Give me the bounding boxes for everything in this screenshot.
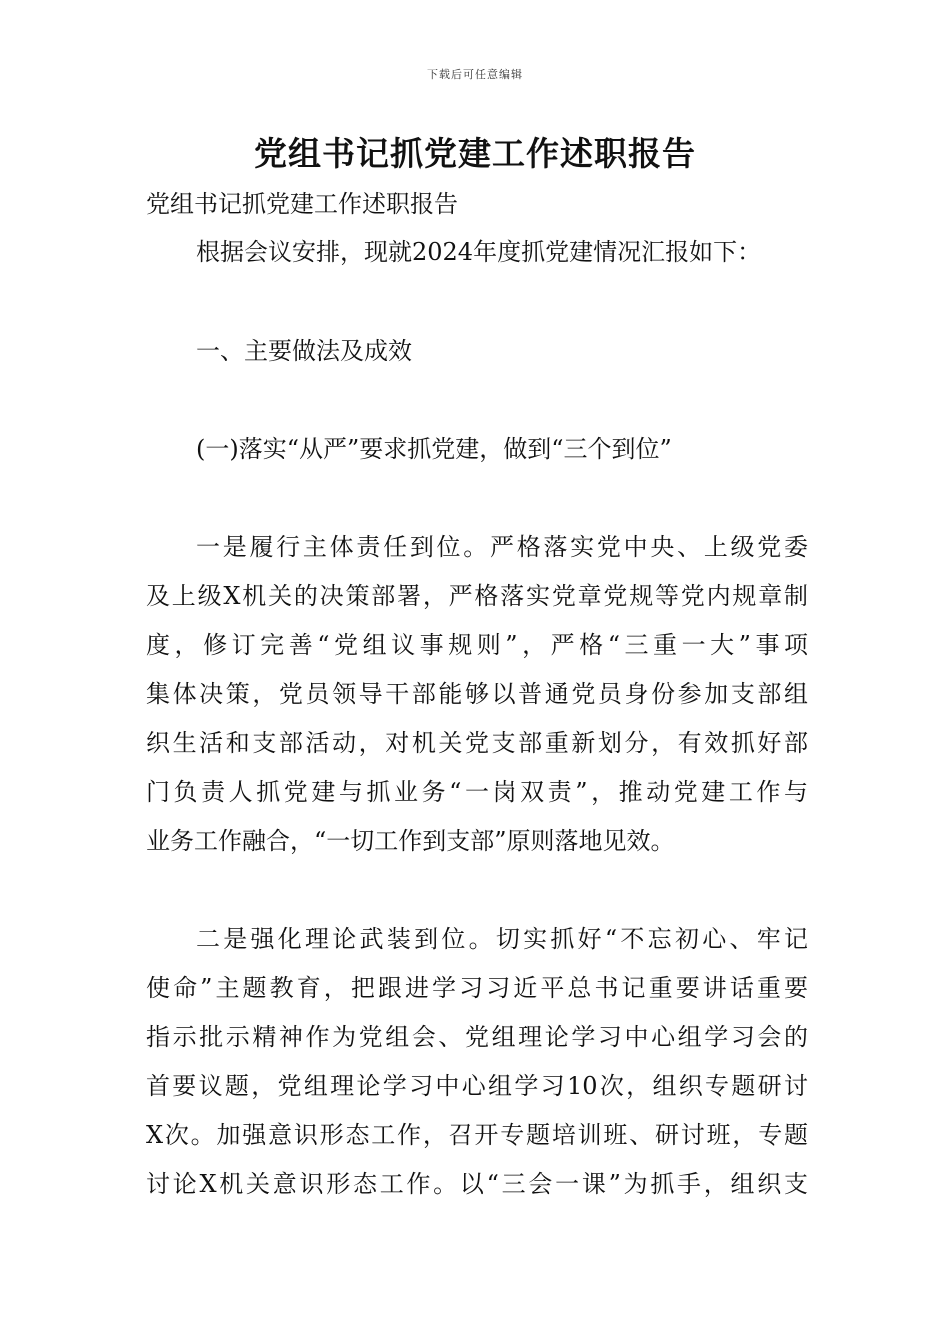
header-note: 下载后可任意编辑 xyxy=(427,68,523,81)
paragraph-line: 业务工作融合，“一切工作到支部”原则落地见效。 xyxy=(146,827,675,855)
sub-heading: (一)落实“从严”要求抓党建，做到“三个到位” xyxy=(196,435,672,463)
paragraph-line: 二是强化理论武装到位。切实抓好“不忘初心、牢记 xyxy=(196,925,808,953)
paragraph-line: 集体决策，党员领导干部能够以普通党员身份参加支部组 xyxy=(146,680,808,708)
paragraph-line: 指示批示精神作为党组会、党组理论学习中心组学习会的 xyxy=(146,1023,808,1051)
paragraph-line: 使命”主题教育，把跟进学习习近平总书记重要讲话重要 xyxy=(146,974,808,1002)
paragraph-line: X次。加强意识形态工作，召开专题培训班、研讨班，专题 xyxy=(146,1121,808,1149)
paragraph-line: 一是履行主体责任到位。严格落实党中央、上级党委 xyxy=(196,533,808,561)
document-subtitle: 党组书记抓党建工作述职报告 xyxy=(146,190,458,218)
paragraph-responsibility xyxy=(146,523,808,866)
intro-paragraph: 根据会议安排，现就2024年度抓党建情况汇报如下： xyxy=(196,238,762,266)
paragraph-line: 度，修订完善“党组议事规则”，严格“三重一大”事项 xyxy=(146,631,808,659)
paragraph-line: 门负责人抓党建与抓业务“一岗双责”，推动党建工作与 xyxy=(146,778,808,806)
section-heading: 一、主要做法及成效 xyxy=(196,337,412,365)
paragraph-line: 及上级X机关的决策部署，严格落实党章党规等党内规章制 xyxy=(146,582,808,610)
paragraph-line: 讨论X机关意识形态工作。以“三会一课”为抓手，组织支 xyxy=(146,1170,808,1198)
paragraph-line: 首要议题，党组理论学习中心组学习10次，组织专题研讨 xyxy=(146,1072,808,1100)
paragraph-theory xyxy=(146,915,808,1209)
paragraph-line: 织生活和支部活动，对机关党支部重新划分，有效抓好部 xyxy=(146,729,808,757)
page-title: 党组书记抓党建工作述职报告 xyxy=(254,134,696,173)
